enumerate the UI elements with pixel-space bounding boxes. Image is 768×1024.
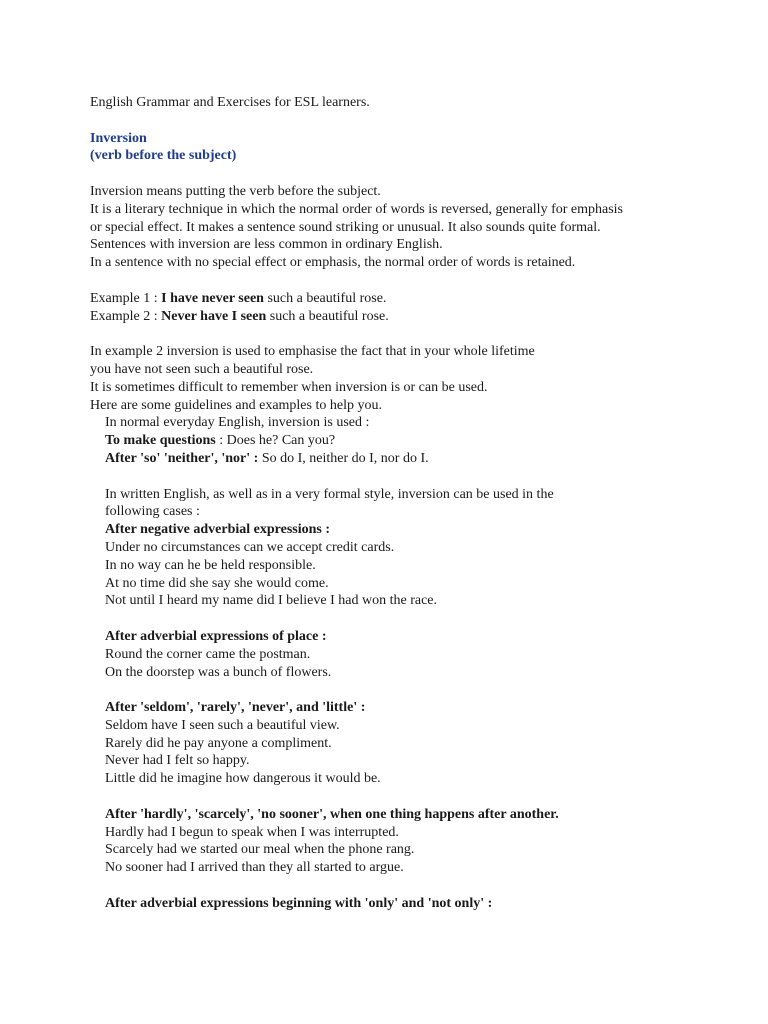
section-seldom-rarely: [105, 699, 710, 788]
example-sentence: Not until I heard my name did I believe I had won the race.: [105, 593, 437, 609]
example-emphasis: Never have I seen: [161, 308, 267, 324]
intro-paragraph: [90, 183, 710, 272]
intro-line: Sentences with inversion are less common in ordinary English.: [90, 237, 443, 253]
section-heading: Inversion: [90, 130, 147, 146]
intro-line: or special effect. It makes a sentence sound striking or unusual. It also sounds quite formal.: [90, 219, 601, 235]
example-sentence: In no way can he be held responsible.: [105, 557, 316, 573]
section-title: After negative adverbial expressions :: [105, 522, 331, 538]
usage-item: [105, 432, 710, 450]
explanation-line: In example 2 inversion is used to emphasise the fact that in your whole lifetime: [90, 344, 535, 360]
explanation-line: Here are some guidelines and examples to help you.: [90, 397, 382, 413]
example-label: Example 1 :: [90, 290, 162, 306]
example-1: [90, 290, 710, 308]
section-title: After adverbial expressions of place :: [105, 628, 327, 644]
normal-usage-block: [90, 414, 710, 912]
document-title: English Grammar and Exercises for ESL learners.: [90, 95, 370, 110]
example-sentence: No sooner had I arrived than they all started to argue.: [105, 860, 404, 876]
section-place-adverbials: [105, 628, 710, 681]
section-negative-adverbials: [105, 521, 710, 610]
example-rest: such a beautiful rose.: [266, 308, 389, 324]
example-sentence: Under no circumstances can we accept credit cards.: [105, 539, 395, 555]
section-title: After 'hardly', 'scarcely', 'no sooner', when one thing happens after another.: [105, 806, 559, 822]
usage-item-text: : Does he? Can you?: [215, 433, 336, 449]
written-usage-intro: following cases :: [105, 504, 200, 520]
section-title: After adverbial expressions beginning with 'only' and 'not only' :: [105, 895, 493, 911]
section-title: After 'seldom', 'rarely', 'never', and 'little' :: [105, 700, 366, 716]
document-page: [90, 94, 710, 913]
example-sentence: Round the corner came the postman.: [105, 646, 311, 662]
usage-item-title: After 'so' 'neither', 'nor' :: [105, 450, 259, 466]
example-sentence: Little did he imagine how dangerous it would be.: [105, 771, 381, 787]
example-sentence: At no time did she say she would come.: [105, 575, 329, 591]
example-sentence: Scarcely had we started our meal when the phone rang.: [105, 842, 415, 858]
intro-line: It is a literary technique in which the normal order of words is reversed, generally for emphasis: [90, 201, 623, 217]
example-sentence: Hardly had I begun to speak when I was interrupted.: [105, 824, 399, 840]
example-sentence: Rarely did he pay anyone a compliment.: [105, 735, 332, 751]
written-usage-intro: In written English, as well as in a very formal style, inversion can be used in the: [105, 486, 554, 502]
explanation-paragraph: [90, 343, 710, 414]
explanation-line: It is sometimes difficult to remember when inversion is or can be used.: [90, 379, 488, 395]
intro-line: Inversion means putting the verb before the subject.: [90, 183, 381, 199]
examples: [90, 290, 710, 326]
explanation-line: you have not seen such a beautiful rose.: [90, 361, 314, 377]
example-label: Example 2 :: [90, 308, 162, 324]
example-sentence: On the doorstep was a bunch of flowers.: [105, 664, 332, 680]
usage-item-text: So do I, neither do I, nor do I.: [258, 450, 429, 466]
normal-usage-intro: In normal everyday English, inversion is used :: [105, 415, 370, 431]
example-sentence: Never had I felt so happy.: [105, 753, 250, 769]
example-sentence: Seldom have I seen such a beautiful view.: [105, 717, 340, 733]
section-hardly-scarcely: [105, 806, 710, 877]
usage-item-title: To make questions: [105, 433, 216, 449]
intro-line: In a sentence with no special effect or emphasis, the normal order of words is retained.: [90, 255, 576, 271]
example-rest: such a beautiful rose.: [263, 290, 387, 306]
example-2: [90, 308, 710, 326]
example-emphasis: I have never seen: [161, 290, 264, 306]
usage-item: [105, 450, 710, 468]
section-only-not-only: [105, 895, 710, 913]
section-subheading: (verb before the subject): [90, 148, 237, 164]
